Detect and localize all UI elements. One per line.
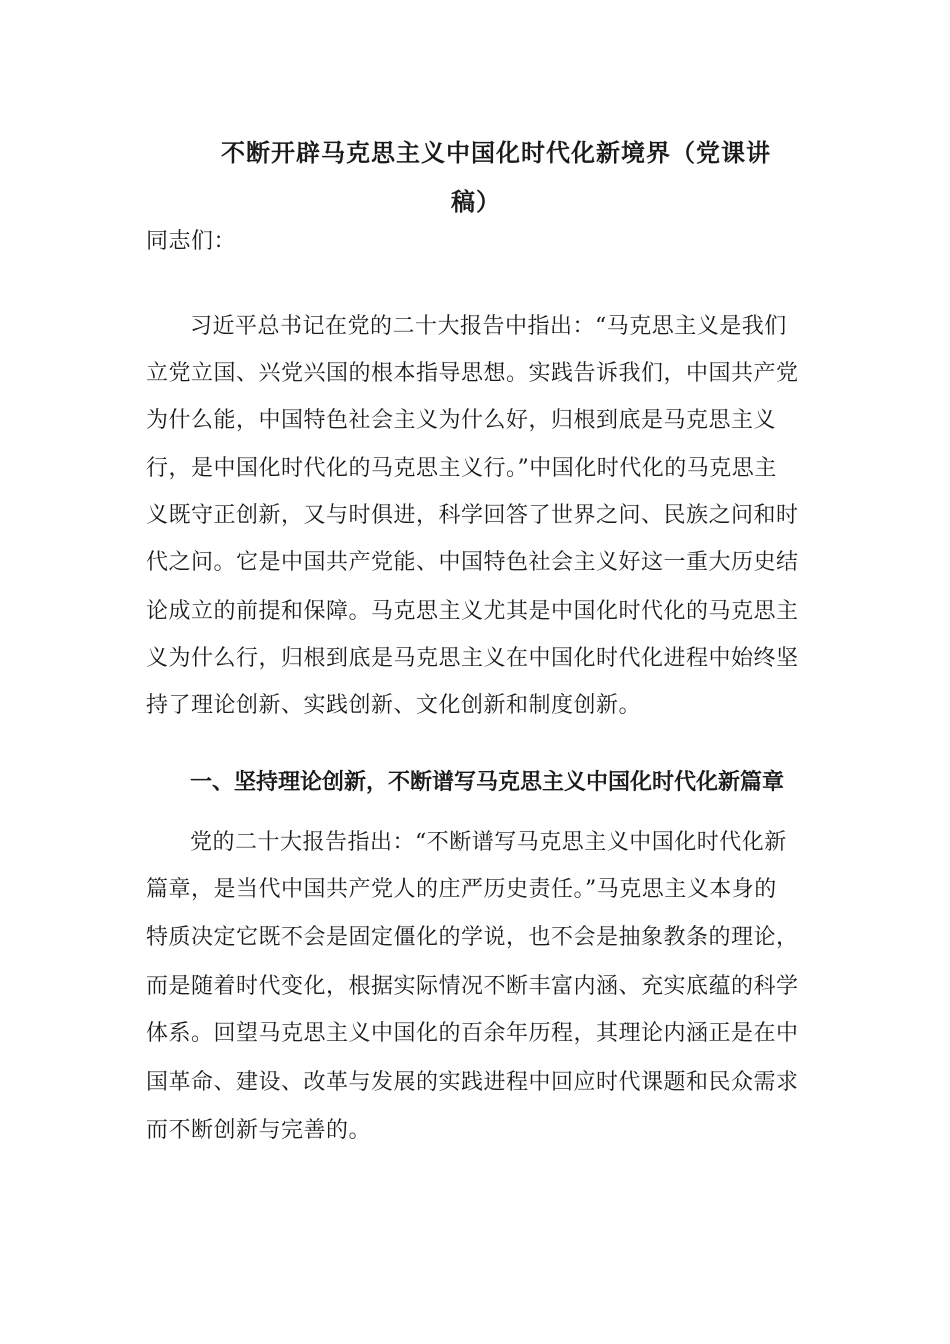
paragraph-line: 义为什么行，归根到底是马克思主义在中国化时代化进程中始终坚 (146, 646, 799, 671)
paragraph-line: 论成立的前提和保障。马克思主义尤其是中国化时代化的马克思主 (146, 599, 799, 624)
section-heading: 一、坚持理论创新，不断谱写马克思主义中国化时代化新篇章 (190, 770, 785, 795)
paragraph-line: 党的二十大报告指出：“不断谱写马克思主义中国化时代化新 (190, 830, 787, 855)
paragraph-line: 义既守正创新，又与时俱进，科学回答了世界之问、民族之问和时 (146, 503, 799, 528)
paragraph-line: 而不断创新与完善的。 (146, 1118, 372, 1143)
paragraph-line: 体系。回望马克思主义中国化的百余年历程，其理论内涵正是在中 (146, 1021, 799, 1046)
paragraph-line: 代之问。它是中国共产党能、中国特色社会主义好这一重大历史结 (146, 550, 799, 575)
paragraph-line: 特质决定它既不会是固定僵化的学说，也不会是抽象教条的理论， (146, 925, 799, 950)
paragraph-line: 立党立国、兴党兴国的根本指导思想。实践告诉我们，中国共产党 (146, 361, 799, 386)
paragraph-line: 行，是中国化时代化的马克思主义行。”中国化时代化的马克思主 (146, 456, 777, 481)
document-title-line-1: 不断开辟马克思主义中国化时代化新境界（党课讲 (221, 139, 771, 167)
paragraph-line: 为什么能，中国特色社会主义为什么好，归根到底是马克思主义 (146, 408, 777, 433)
paragraph-line: 国革命、建设、改革与发展的实践进程中回应时代课题和民众需求 (146, 1070, 799, 1095)
paragraph-line: 而是随着时代变化，根据实际情况不断丰富内涵、充实底蕴的科学 (146, 974, 799, 999)
salutation: 同志们： (146, 229, 237, 254)
document-title-line-2: 稿） (451, 188, 501, 216)
paragraph-line: 篇章，是当代中国共产党人的庄严历史责任。”马克思主义本身的 (146, 877, 777, 902)
paragraph-line: 持了理论创新、实践创新、文化创新和制度创新。 (146, 693, 642, 718)
paragraph-line: 习近平总书记在党的二十大报告中指出：“马克思主义是我们 (190, 314, 787, 339)
